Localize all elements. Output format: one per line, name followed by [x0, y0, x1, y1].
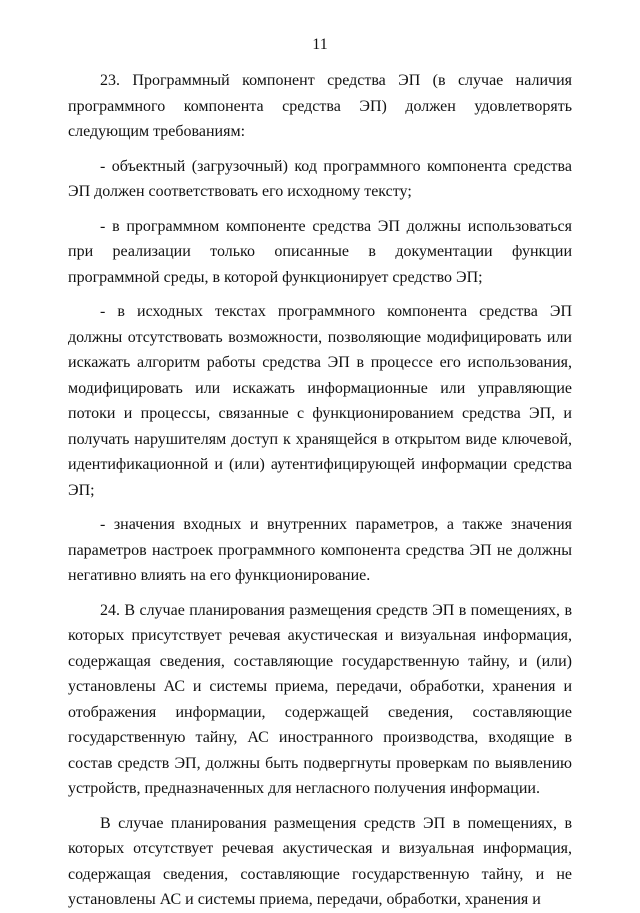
clause-24-second-paragraph: В случае планирования размещения средств ЭП в помещениях, в которых отсутствует речевая акустическая и визуальная информация, содержащая сведения, составляющие государственную тайну, и не установлены АС и системы приема, передачи, обработки, хранения и [68, 814, 572, 908]
document-body [68, 68, 572, 913]
clause-23-intro: 23. Программный компонент средства ЭП (в случае наличия программного компонента средства ЭП) должен удовлетворять следующим требованиям: [68, 72, 572, 140]
list-item-parameters: - значения входных и внутренних параметров, а также значения параметров настроек программного компонента средства ЭП не должны негативно влиять на его функционирование. [68, 516, 572, 584]
clause-24: 24. В случае планирования размещения средств ЭП в помещениях, в которых присутствует речевая акустическая и визуальная информация, содержащая сведения, составляющие государственную тайну, и (или) установлены АС и системы приема, передачи, обработки, хранения и отображения информации, содержащей сведения, составляющие государственную тайну, АС иностранного производства, входящие в состав средств ЭП, должны быть подвергнуты проверкам по выявлению устройств, предназначенных для негласного получения информации. [68, 601, 572, 797]
list-item-object-code: - объектный (загрузочный) код программного компонента средства ЭП должен соответствовать его исходному тексту; [68, 157, 572, 200]
list-item-documented-functions: - в программном компоненте средства ЭП должны использоваться при реализации только описанные в документации функции программной среды, в которой функционирует средство ЭП; [68, 217, 572, 286]
page-number: 11 [312, 36, 328, 53]
list-item-source-texts: - в исходных текстах программного компонента средства ЭП должны отсутствовать возможности, позволяющие модифицировать или искажать алгоритм работы средства ЭП в процессе его использования, модифицировать или искажать информационные или управляющие потоки и процессы, связанные с функционированием средства ЭП, и получать нарушителям доступ к хранящейся в открытом виде ключевой, идентификационной и (или) аутентифицирующей информации средства ЭП; [68, 303, 572, 499]
